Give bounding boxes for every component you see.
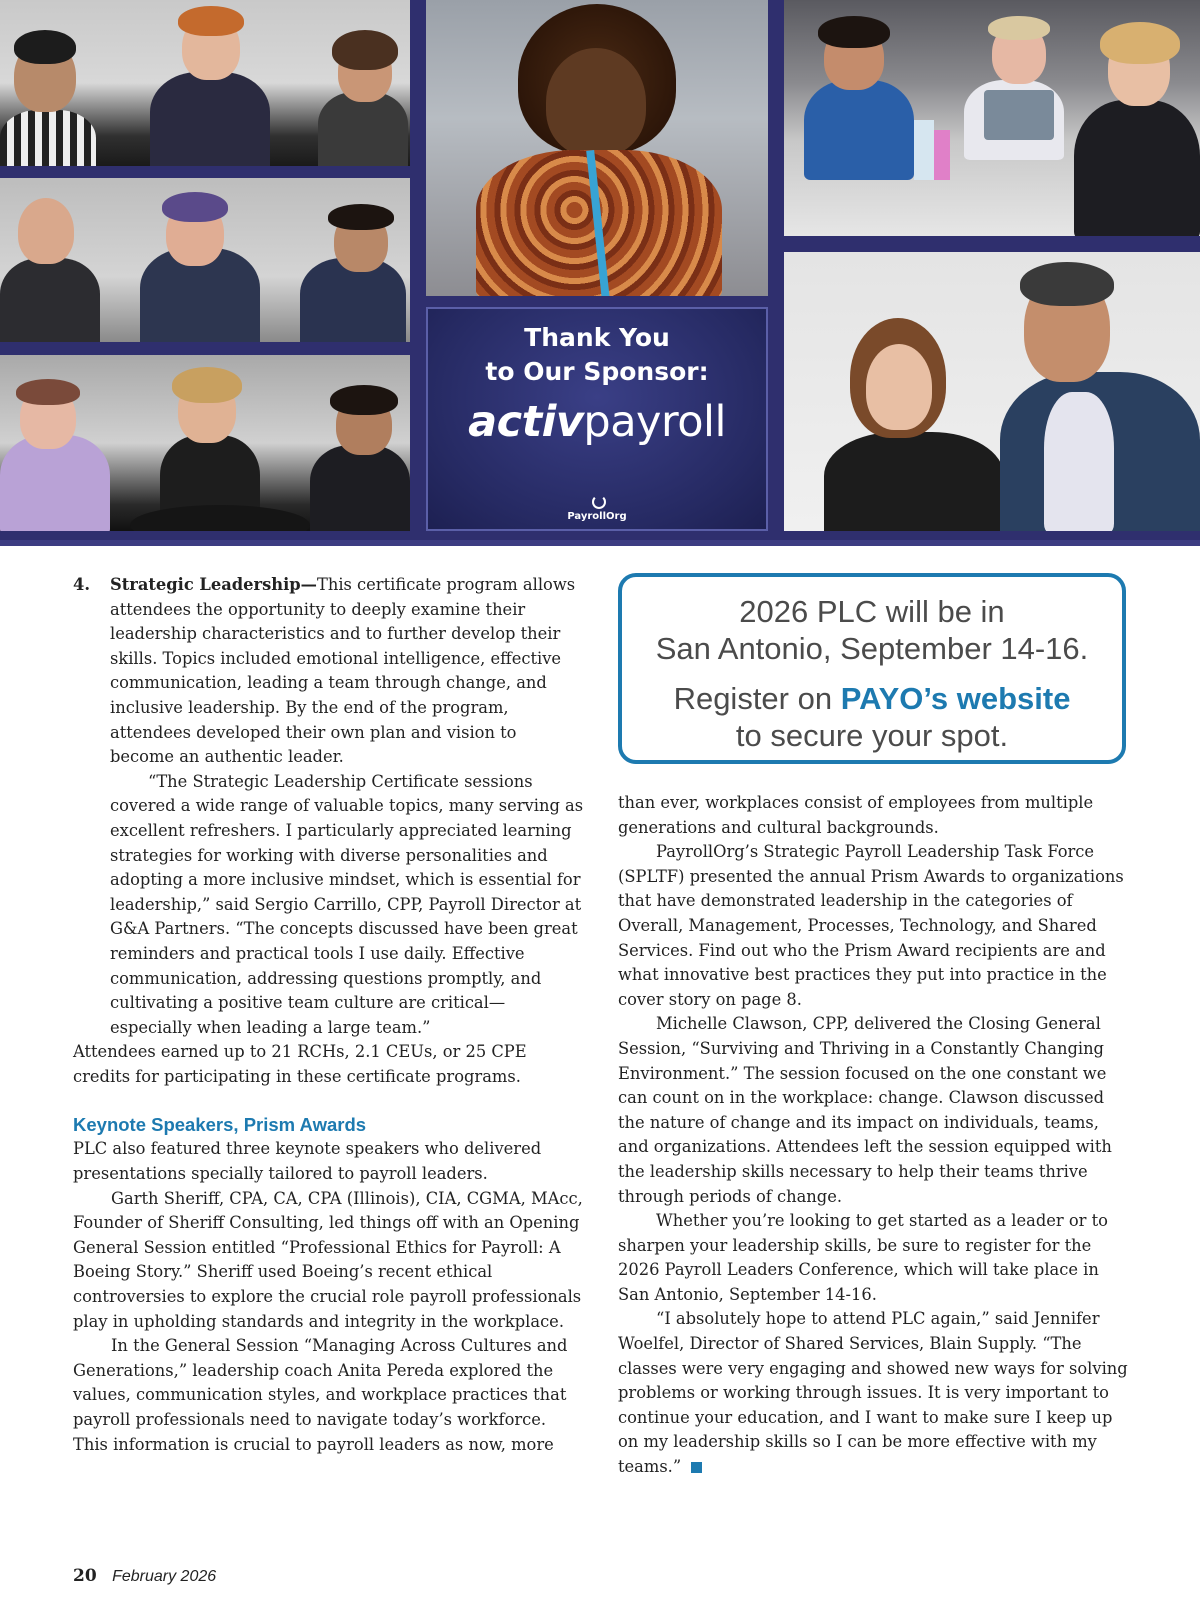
callout-line-4: to secure your spot. <box>735 718 1009 753</box>
issue-date: February 2026 <box>112 1568 217 1585</box>
paragraph-keynote-intro: PLC also featured three keynote speakers who delivered presentations specially tailored to payroll leaders. <box>73 1139 542 1184</box>
page-number: 20 <box>73 1566 97 1586</box>
photo-attendees-table-4 <box>784 0 1200 236</box>
payrollorg-logo-icon <box>592 495 606 509</box>
sponsor-org-label: PayrollOrg <box>567 511 627 522</box>
article-left-column <box>73 573 585 1457</box>
sponsor-brand-rest: payroll <box>583 397 726 447</box>
callout-register-text: Register on <box>673 681 841 716</box>
callout-line-2: San Antonio, September 14-16. <box>655 631 1089 666</box>
list-item-text: This certificate program allows attendees the opportunity to deeply examine their leadership characteristics and to further develop their skills. Topics included emotional intelligence, effective communication, leading a team through change, and inclusive leadership. By the end of the program, attendees developed their own plan and vision to become an authentic leader. <box>110 575 576 767</box>
paragraph-prism-awards: PayrollOrg’s Strategic Payroll Leadership Task Force (SPLTF) presented the annual Prism Awards to organizations that have demonstrated leadership in the categories of Overall, Management, Processes, Technology, and Shared Services. Find out who the Prism Award recipients are and what innovative best practices they put into practice in the cover story on page 8. <box>618 842 1124 1009</box>
photo-attendee-smiling <box>426 0 768 296</box>
paragraph-jennifer-woelfel-quote <box>618 1307 1128 1479</box>
quote-jennifer-woelfel: “I absolutely hope to attend PLC again,” said Jennifer Woelfel, Director of Shared Services, Blain Supply. “The classes were very engaging and showed new ways for solving problems or working through issues. It is very important to continue your education, and I want to make sure I keep up on my leadership skills so I can be more effective with my teams.” <box>618 1309 1128 1477</box>
sponsor-banner <box>426 307 768 531</box>
sponsor-brand-bold: activ <box>468 397 584 447</box>
sponsor-logo-activpayroll <box>428 397 766 447</box>
list-item-strategic-leadership <box>73 573 585 770</box>
paragraph-register-invite: Whether you’re looking to get started as a leader or to sharpen your leadership skills, be sure to register for the 2026 Payroll Leaders Conference, which will take place in San Antonio, September 14-16. <box>618 1211 1108 1304</box>
photo-attendees-table-2 <box>0 178 410 342</box>
credits-paragraph: Attendees earned up to 21 RCHs, 2.1 CEUs, or 25 CPE credits for participating in these certificate programs. <box>73 1042 527 1086</box>
page-footer <box>73 1566 216 1586</box>
photo-award-recipients <box>784 252 1200 531</box>
photo-collage <box>0 0 1200 546</box>
section-heading-keynote: Keynote Speakers, Prism Awards <box>73 1114 367 1136</box>
paragraph-anita-pereda: In the General Session “Managing Across Cultures and Generations,” leadership coach Anita Pereda explored the values, communication styles, and workplace practices that payroll professionals need to navigate today’s workforce. This information is crucial to payroll leaders as now, more <box>73 1336 568 1454</box>
callout-line-1: 2026 PLC will be in <box>739 594 1005 629</box>
plc-2026-callout <box>618 573 1126 764</box>
payo-website-link[interactable]: PAYO’s website <box>840 681 1071 716</box>
paragraph-workplace-generations: than ever, workplaces consist of employees from multiple generations and cultural backgrounds. <box>618 793 1094 837</box>
list-item-number: 4. <box>73 575 90 594</box>
photo-attendees-table-3 <box>0 355 410 531</box>
list-item-title: Strategic Leadership— <box>110 575 317 594</box>
article-right-column <box>618 791 1128 1480</box>
paragraph-garth-sheriff: Garth Sheriff, CPA, CA, CPA (Illinois), CIA, CGMA, MAcc, Founder of Sheriff Consulting, led things off with an Opening General Session entitled “Professional Ethics for Payroll: A Boeing Story.” Sheriff used Boeing’s recent ethical controversies to explore the crucial role payroll professionals play in upholding standards and integrity in the workplace. <box>73 1188 583 1331</box>
paragraph-michelle-clawson: Michelle Clawson, CPP, delivered the Closing General Session, “Surviving and Thriving in a Constantly Changing Environment.” The session focused on the one constant we can count on in the workplace: change. Clawson discussed the nature of change and its impact on individuals, teams, and organizations. Attendees left the session equipped with the leadership skills necessary to help their teams thrive through periods of change. <box>618 1014 1112 1206</box>
sponsor-thank-line-2: to Our Sponsor: <box>485 357 709 386</box>
callout-line-3 <box>622 680 1122 717</box>
quote-sergio-carrillo <box>73 770 585 1041</box>
end-of-article-mark <box>691 1462 702 1473</box>
quote-text: “The Strategic Leadership Certificate sessions covered a wide range of valuable topics, many serving as excellent refreshers. I particularly appreciated learning strategies for working with diverse personalities and adopting a more inclusive mindset, which is essential for leadership,” said Sergio Carrillo, CPP, Payroll Director at G&A Partners. “The concepts discussed have been great reminders and practical tools I use daily. Effective communication, addressing questions promptly, and cultivating a positive team culture are critical—especially when leading a large team.” <box>110 771 584 1037</box>
photo-attendees-table-1 <box>0 0 410 166</box>
sponsor-thank-line-1: Thank You <box>524 323 670 352</box>
